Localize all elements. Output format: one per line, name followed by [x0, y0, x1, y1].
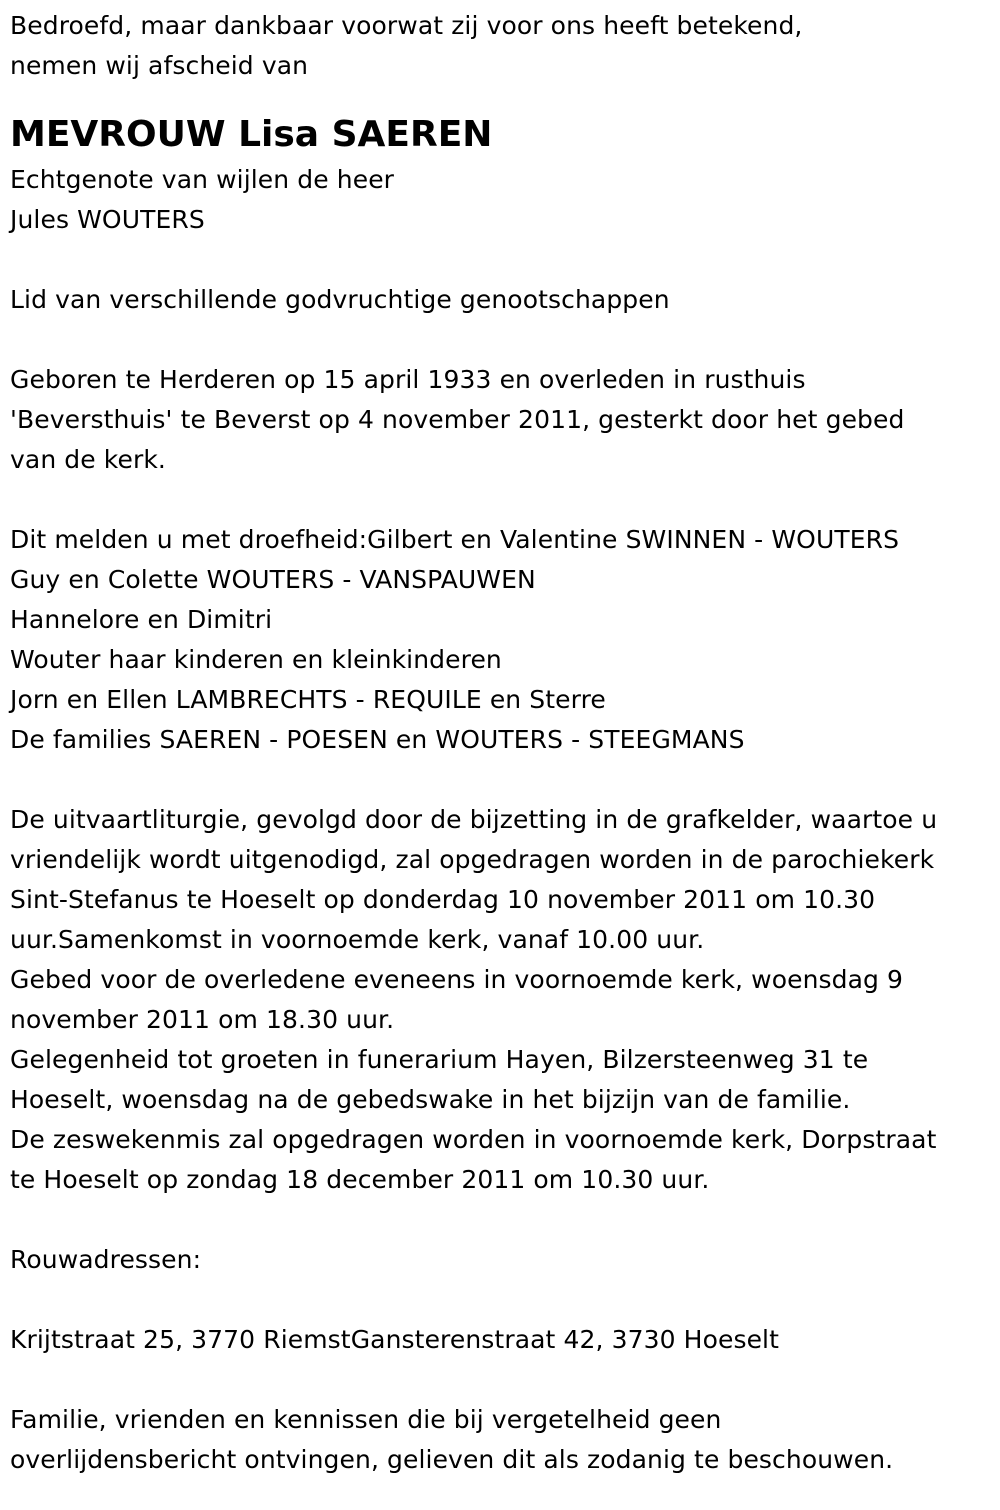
closing-line: overlijdensbericht ontvingen, gelieven dit als zodanig te beschouwen. — [10, 1445, 894, 1474]
announcer-line: Guy en Colette WOUTERS - VANSPAUWEN — [10, 565, 536, 594]
funeral-line: Gelegenheid tot groeten in funerarium Hayen, Bilzersteenweg 31 te — [10, 1045, 869, 1074]
announcer-line: Dit melden u met droefheid:Gilbert en Valentine SWINNEN - WOUTERS — [10, 525, 900, 554]
funeral-paragraph — [10, 800, 995, 1200]
announcer-line: Jorn en Ellen LAMBRECHTS - REQUILE en Sterre — [10, 685, 606, 714]
addresses-line: Krijtstraat 25, 3770 RiemstGansterenstraat 42, 3730 Hoeselt — [10, 1325, 780, 1354]
addresses-label: Rouwadressen: — [10, 1245, 202, 1274]
funeral-line: uur.Samenkomst in voornoemde kerk, vanaf 10.00 uur. — [10, 925, 705, 954]
spouse-line: Jules WOUTERS — [10, 205, 205, 234]
closing-paragraph — [10, 1400, 995, 1480]
birth-death-line: 'Beversthuis' te Beverst op 4 november 2011, gesterkt door het gebed — [10, 405, 905, 434]
funeral-line: november 2011 om 18.30 uur. — [10, 1005, 395, 1034]
birth-death-line: van de kerk. — [10, 445, 166, 474]
funeral-line: Gebed voor de overledene eveneens in voornoemde kerk, woensdag 9 — [10, 965, 904, 994]
membership-line: Lid van verschillende godvruchtige genootschappen — [10, 285, 670, 314]
announcer-line: Hannelore en Dimitri — [10, 605, 273, 634]
funeral-line: Sint-Stefanus te Hoeselt op donderdag 10 november 2011 om 10.30 — [10, 885, 876, 914]
deceased-name: MEVROUW Lisa SAEREN — [10, 114, 493, 155]
obituary-notice — [10, 6, 995, 1480]
funeral-line: te Hoeselt op zondag 18 december 2011 om 10.30 uur. — [10, 1165, 710, 1194]
birth-death-paragraph — [10, 360, 995, 480]
intro-line: Bedroefd, maar dankbaar voorwat zij voor ons heeft betekend, — [10, 11, 803, 40]
intro-line: nemen wij afscheid van — [10, 51, 309, 80]
spacer — [10, 760, 995, 800]
closing-line: Familie, vrienden en kennissen die bij vergetelheid geen — [10, 1405, 722, 1434]
birth-death-line: Geboren te Herderen op 15 april 1933 en overleden in rusthuis — [10, 365, 806, 394]
spacer — [10, 1360, 995, 1400]
spacer — [10, 320, 995, 360]
funeral-line: Hoeselt, woensdag na de gebedswake in het bijzijn van de familie. — [10, 1085, 851, 1114]
announcer-line: De families SAEREN - POESEN en WOUTERS - STEEGMANS — [10, 725, 745, 754]
spouse-paragraph — [10, 160, 995, 240]
spacer — [10, 240, 995, 280]
intro-paragraph — [10, 6, 995, 86]
funeral-line: De uitvaartliturgie, gevolgd door de bijzetting in de grafkelder, waartoe u — [10, 805, 938, 834]
announcers-paragraph — [10, 520, 995, 760]
announcer-line: Wouter haar kinderen en kleinkinderen — [10, 645, 502, 674]
spacer — [10, 1200, 995, 1240]
funeral-line: vriendelijk wordt uitgenodigd, zal opgedragen worden in de parochiekerk — [10, 845, 935, 874]
spouse-line: Echtgenote van wijlen de heer — [10, 165, 395, 194]
funeral-line: De zeswekenmis zal opgedragen worden in voornoemde kerk, Dorpstraat — [10, 1125, 937, 1154]
spacer — [10, 1280, 995, 1320]
spacer — [10, 480, 995, 520]
